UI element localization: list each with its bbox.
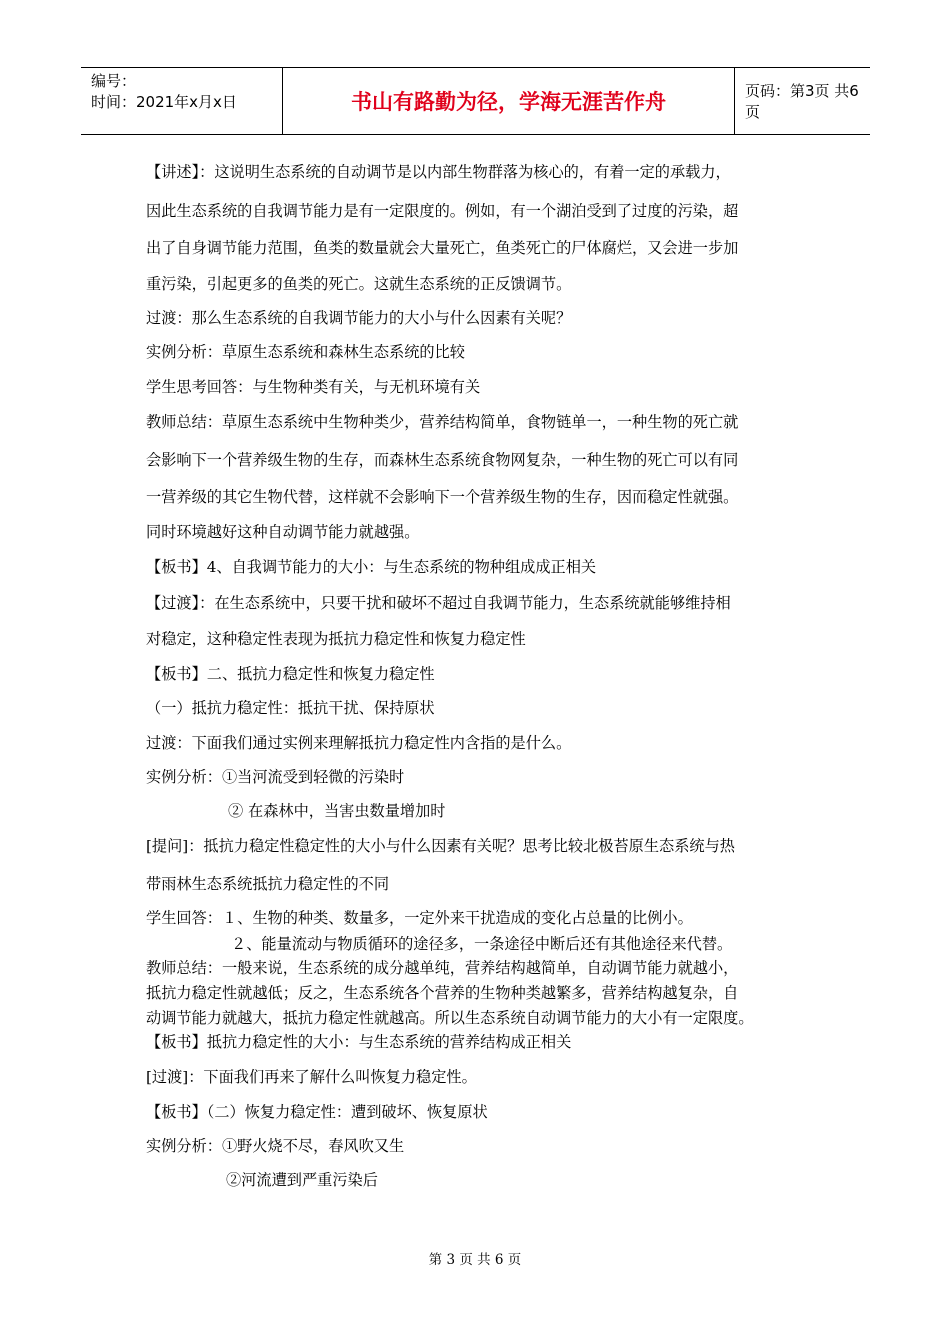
text-line: （一）抵抗力稳定性：抵抗干扰、保持原状 (146, 699, 435, 717)
text-line: 【板书】4、自我调节能力的大小：与生态系统的物种组成成正相关 (146, 558, 597, 576)
text-line: [提问]：抵抗力稳定性稳定性的大小与什么因素有关呢？思考比较北极苔原生态系统与热 (146, 837, 735, 855)
text-line: 学生回答：１、生物的种类、数量多，一定外来干扰造成的变化占总量的比例小。 (146, 909, 693, 927)
text-line: 因此生态系统的自我调节能力是有一定限度的。例如，有一个湖泊受到了过度的污染，超 (146, 202, 739, 220)
text-line: 实例分析：草原生态系统和森林生态系统的比较 (146, 343, 465, 361)
header-left-cell (81, 68, 283, 134)
text-line: 带雨林生态系统抵抗力稳定性的不同 (146, 875, 389, 893)
code-label: 编号： (91, 72, 137, 90)
text-line: 会影响下一个营养级生物的生存，而森林生态系统食物网复杂，一种生物的死亡可以有同 (146, 451, 739, 469)
text-line: 对稳定，这种稳定性表现为抵抗力稳定性和恢复力稳定性 (146, 630, 526, 648)
text-line: 【过渡】：在生态系统中，只要干扰和破坏不超过自我调节能力，生态系统就能够维持相 (146, 594, 731, 612)
text-line: 一营养级的其它生物代替，这样就不会影响下一个营养级生物的生存，因而稳定性就强。 (146, 488, 739, 506)
text-line: [过渡]：下面我们再来了解什么叫恢复力稳定性。 (146, 1068, 477, 1086)
page-label: 页码：第3页 共6页 (745, 82, 859, 121)
header-motto-cell (283, 68, 735, 134)
text-line: 教师总结：一般来说，生态系统的成分越单纯，营养结构越简单，自动调节能力就越小， (146, 959, 739, 977)
page-header (81, 67, 870, 135)
text-line: ２、能量流动与物质循环的途径多，一条途径中断后还有其他途径来代替。 (231, 935, 733, 953)
text-line: 同时环境越好这种自动调节能力就越强。 (146, 523, 420, 541)
text-line: 【讲述】：这说明生态系统的自动调节是以内部生物群落为核心的，有着一定的承载力， (146, 163, 731, 181)
header-right-cell (735, 68, 870, 134)
text-line: 教师总结：草原生态系统中生物种类少，营养结构简单，食物链单一，一种生物的死亡就 (146, 413, 739, 431)
date-label: 时间：2021年x月x日 (91, 93, 237, 111)
text-line: 【板书】（二）恢复力稳定性：遭到破坏、恢复原状 (146, 1103, 488, 1121)
text-line: ② 在森林中，当害虫数量增加时 (228, 802, 446, 820)
text-line: 出了自身调节能力范围，鱼类的数量就会大量死亡，鱼类死亡的尸体腐烂，又会进一步加 (146, 239, 739, 257)
motto: 书山有路勤为径，学海无涯苦作舟 (351, 90, 666, 114)
text-line: 实例分析：①当河流受到轻微的污染时 (146, 768, 405, 786)
text-line: 过渡：下面我们通过实例来理解抵抗力稳定性内含指的是什么。 (146, 734, 572, 752)
text-line: 学生思考回答：与生物种类有关，与无机环境有关 (146, 378, 481, 396)
text-line: 重污染，引起更多的鱼类的死亡。这就生态系统的正反馈调节。 (146, 275, 572, 293)
text-line: 过渡：那么生态系统的自我调节能力的大小与什么因素有关呢？ (146, 309, 572, 327)
text-line: 【板书】抵抗力稳定性的大小：与生态系统的营养结构成正相关 (146, 1033, 572, 1051)
page-footer: 第 3 页 共 6 页 (428, 1252, 522, 1268)
text-line: 实例分析：①野火烧不尽，春风吹又生 (146, 1137, 405, 1155)
text-line: ②河流遭到严重污染后 (226, 1171, 378, 1189)
text-line: 动调节能力就越大，抵抗力稳定性就越高。所以生态系统自动调节能力的大小有一定限度。 (146, 1009, 754, 1027)
text-line: 【板书】二、抵抗力稳定性和恢复力稳定性 (146, 665, 435, 683)
text-line: 抵抗力稳定性就越低；反之，生态系统各个营养的生物种类越繁多，营养结构越复杂，自 (146, 984, 739, 1002)
